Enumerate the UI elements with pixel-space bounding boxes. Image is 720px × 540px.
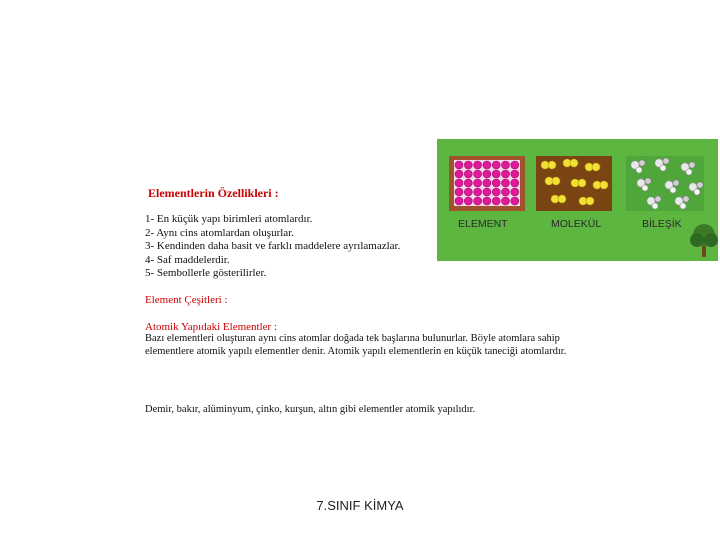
properties-list [145, 213, 400, 281]
atomic-heading: Atomik Yapıdaki Elementler : [145, 321, 277, 333]
atom [548, 161, 556, 169]
atom [558, 195, 566, 203]
atom [552, 177, 560, 185]
list-item: 3- Kendinden daha basit ve farklı maddelere ayrılamazlar. [145, 240, 401, 252]
atom [570, 159, 578, 167]
atom [483, 179, 491, 187]
atom [464, 179, 472, 187]
atom [642, 185, 648, 191]
atom [474, 161, 482, 169]
atom [645, 178, 651, 184]
illustration-svg [437, 139, 718, 261]
atom [483, 170, 491, 178]
atom [639, 160, 645, 166]
list-item: 2- Aynı cins atomlardan oluşurlar. [145, 226, 294, 239]
atom [492, 161, 500, 169]
atom [663, 158, 669, 164]
atomic-body: Bazı elementleri oluşturan aynı cins atomlar doğada tek başlarına bulunurlar. Böyle atomlara sahip elementlere atomik yapılı elementler denir. Atomik yapılı elementlerin en küçük taneciği atomlardır. [145, 333, 567, 357]
label-element: ELEMENT [458, 218, 508, 230]
atom [686, 169, 692, 175]
atom [652, 203, 658, 209]
atom [683, 196, 689, 202]
atom [673, 180, 679, 186]
atom [511, 188, 519, 196]
atom [655, 196, 661, 202]
atom [689, 162, 695, 168]
atom [586, 197, 594, 205]
atom [502, 188, 510, 196]
label-molecule: MOLEKÜL [551, 218, 602, 230]
atom [511, 170, 519, 178]
atom [455, 179, 463, 187]
tree-icon [690, 224, 718, 257]
atom [464, 188, 472, 196]
atom [455, 161, 463, 169]
atom [492, 188, 500, 196]
atom [697, 182, 703, 188]
atom [483, 188, 491, 196]
atom [511, 179, 519, 187]
atom [455, 188, 463, 196]
atom [492, 170, 500, 178]
footer-title: 7.SINIF KİMYA [316, 498, 404, 513]
atom [474, 188, 482, 196]
atom [474, 179, 482, 187]
atom [474, 170, 482, 178]
atom [600, 181, 608, 189]
label-compound: BİLEŞİK [642, 218, 682, 230]
atom [670, 187, 676, 193]
atom [483, 161, 491, 169]
atom [680, 203, 686, 209]
list-item: 5- Sembollerle gösterilirler. [145, 267, 267, 279]
atomic-examples: Demir, bakır, alüminyum, çinko, kurşun, altın gibi elementler atomik yapılıdır. [145, 404, 476, 415]
atom [502, 179, 510, 187]
list-item: 4- Saf maddelerdir. [145, 253, 230, 266]
list-item: 1- En küçük yapı birimleri atomlardır. [145, 213, 313, 225]
atom [455, 197, 463, 205]
element-molecule-compound-illustration [437, 139, 718, 261]
atom [694, 189, 700, 195]
atom [592, 163, 600, 171]
atom [660, 165, 666, 171]
atom [636, 167, 642, 173]
atom [474, 197, 482, 205]
atom [464, 170, 472, 178]
atom [578, 179, 586, 187]
properties-heading: Elementlerin Özellikleri : [148, 186, 279, 200]
atom [511, 161, 519, 169]
atom [502, 170, 510, 178]
types-heading: Element Çeşitleri : [145, 294, 228, 306]
atom [464, 161, 472, 169]
atom [492, 179, 500, 187]
atom [502, 197, 510, 205]
atom [464, 197, 472, 205]
atom [483, 197, 491, 205]
atom [502, 161, 510, 169]
atom [511, 197, 519, 205]
atom [455, 170, 463, 178]
atom [492, 197, 500, 205]
